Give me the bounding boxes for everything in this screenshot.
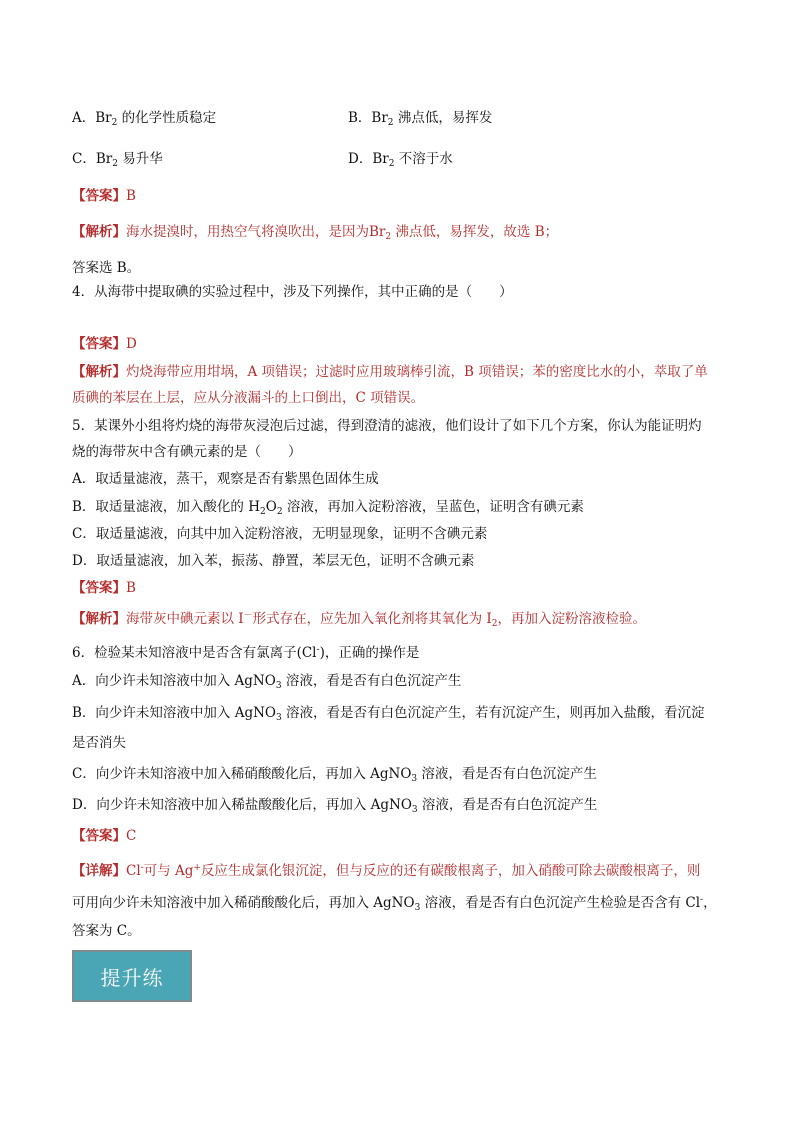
q5-option-b: B．取适量滤液，加入酸化的 $H_2O_2$ 溶液，再加入淀粉溶液，呈蓝色，证明含有碘元素	[72, 499, 584, 517]
q3-answer: 【答案】B	[72, 188, 136, 204]
q6-answer: 【答案】C	[72, 828, 137, 844]
q6-detail-line3: 答案为 C。	[72, 923, 141, 939]
q5-option-c: C．取适量滤液，向其中加入淀粉溶液，无明显现象，证明不含碘元素	[72, 526, 488, 542]
section-heading-box	[72, 950, 192, 1002]
q4-answer: 【答案】D	[72, 336, 137, 352]
option-c: C．$Br_2$ 易升华	[72, 151, 163, 169]
q5-option-d: D．取适量滤液，加入苯，振荡、静置，苯层无色，证明不含碘元素	[72, 553, 475, 569]
q3-conclusion: 答案选 B。	[72, 260, 141, 276]
q6-option-b-line1: B．向少许未知溶液中加入 AgNO$_3$ 溶液，看是否有白色沉淀产生，若有沉淀产生，则再加入盐酸，看沉淀	[72, 705, 705, 723]
q5-option-a: A．取适量滤液，蒸干，观察是否有紫黑色固体生成	[72, 471, 379, 487]
option-d: D．$Br_2$ 不溶于水	[348, 151, 453, 169]
q6-option-a: A．向少许未知溶液中加入 AgNO$_3$ 溶液，看是否有白色沉淀产生	[72, 673, 462, 691]
q6-stem: 6．检验某未知溶液中是否含有氯离子(Cl-)，正确的操作是	[72, 645, 420, 661]
option-b: B．$Br_2$ 沸点低，易挥发	[348, 110, 493, 128]
q4-analysis-line1: 【解析】灼烧海带应用坩埚，A 项错误；过滤时应用玻璃棒引流，B 项错误；苯的密度比水的小，萃取了单	[72, 364, 708, 380]
q5-answer: 【答案】B	[72, 580, 136, 596]
section-heading-label: 提升练	[100, 965, 164, 990]
q4-analysis-line2: 质碘的苯层在上层，应从分液漏斗的上口倒出，C 项错误。	[72, 390, 425, 406]
q5-stem-line2: 烧的海带灰中含有碘元素的是（ ）	[72, 444, 302, 460]
option-a: A．$Br_2$ 的化学性质稳定	[72, 110, 217, 128]
q6-detail-line2: 可用向少许未知溶液中加入稀硝酸酸化后，再加入 AgNO$_3$ 溶液，看是否有白色沉淀产生检验是否含有 Cl-，	[72, 895, 717, 913]
q5-analysis: 【解析】海带灰中碘元素以 I－形式存在，应先加入氧化剂将其氧化为 $I_2$，再加入淀粉溶液检验。	[72, 611, 646, 629]
q3-analysis: 【解析】海水提溴时，用热空气将溴吹出，是因为$Br_2$ 沸点低，易挥发，故选 B；	[72, 224, 559, 242]
q6-option-d: D．向少许未知溶液中加入稀盐酸酸化后，再加入 AgNO$_3$ 溶液，看是否有白色沉淀产生	[72, 797, 598, 815]
q6-option-b-line2: 是否消失	[72, 735, 126, 751]
q6-option-c: C．向少许未知溶液中加入稀硝酸酸化后，再加入 AgNO$_3$ 溶液，看是否有白色沉淀产生	[72, 766, 597, 784]
q6-detail-line1: 【详解】Cl-可与 Ag+反应生成氯化银沉淀，但与反应的还有碳酸根离子，加入硝酸可除去碳酸根离子，则	[72, 863, 701, 879]
q5-stem-line1: 5．某课外小组将灼烧的海带灰浸泡后过滤，得到澄清的滤液，他们设计了如下几个方案，你认为能证明灼	[72, 418, 702, 434]
q4-stem: 4．从海带中提取碘的实验过程中，涉及下列操作，其中正确的是（ ）	[72, 284, 513, 300]
